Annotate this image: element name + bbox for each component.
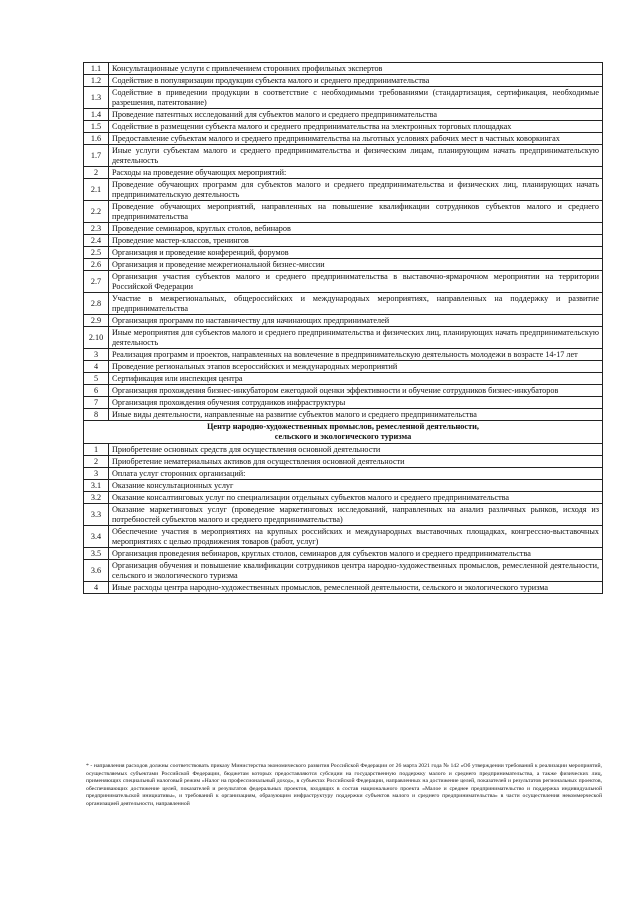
table-row — [84, 349, 603, 361]
row-description: Приобретение нематериальных активов для осуществления основной деятельности — [109, 456, 603, 468]
row-number: 2.8 — [84, 293, 109, 315]
row-number: 1.3 — [84, 87, 109, 109]
table-row — [84, 548, 603, 560]
table-row — [84, 315, 603, 327]
row-number: 1 — [84, 444, 109, 456]
table-row — [84, 526, 603, 548]
row-number: 2.5 — [84, 247, 109, 259]
section-heading-line-1: Центр народно-художественных промыслов, ремесленной деятельности, — [206, 422, 480, 431]
row-number: 2.4 — [84, 235, 109, 247]
row-number: 6 — [84, 385, 109, 397]
row-number: 8 — [84, 409, 109, 421]
table-row — [84, 145, 603, 167]
row-description: Расходы на проведение обучающих мероприятий: — [109, 167, 603, 179]
table-row — [84, 409, 603, 421]
row-number: 1.1 — [84, 63, 109, 75]
row-number: 7 — [84, 397, 109, 409]
table-row — [84, 247, 603, 259]
table-row — [84, 63, 603, 75]
table-row — [84, 109, 603, 121]
document-page — [83, 62, 603, 594]
row-description: Проведение семинаров, круглых столов, вебинаров — [109, 223, 603, 235]
footnote: * - направления расходов должны соответствовать приказу Министерства экономического развития Российской Федерации от 26 марта 2021 года № 142 «Об утверждении требований к реализации мероприятий, осуществляемых субъектами Российской Федерации, бюджетам которых предоставляются субсидии на государственную поддержку малого и среднего предпринимательства, а также физических лиц, применяющих специальный налоговый режим «Налог на профессиональный доход», в субъектах Российской Федерации, направленных на достижение целей, показателей и результатов региональных проектов, обеспечивающих достижение целей, показателей и результатов федеральных проектов, входящих в состав национального проекта «Малое и среднее предпринимательство и поддержка индивидуальной предпринимательской инициативы», и требований к организациям, образующим инфраструктуру поддержки субъектов малого и среднего предпринимательства» в части осуществления некоммерческой организацией деятельности, направленной — [86, 763, 602, 807]
row-description: Реализация программ и проектов, направленных на вовлечение в предпринимательскую деятельность молодежи в возрасте 14-17 лет — [109, 349, 603, 361]
table-row — [84, 121, 603, 133]
table-row — [84, 456, 603, 468]
table-row — [84, 504, 603, 526]
row-description: Обеспечение участия в мероприятиях на крупных российских и международных выставочных площадках, конгрессно-выставочных мероприятиях с целью продвижения товаров (работ, услуг) — [109, 526, 603, 548]
row-description: Содействие в приведении продукции в соответствие с необходимыми требованиями (стандартизация, сертификация, необходимые разрешения, патентование) — [109, 87, 603, 109]
section-heading-row — [84, 421, 603, 444]
row-number: 3 — [84, 468, 109, 480]
row-description: Содействие в популяризации продукции субъекта малого и среднего предпринимательства — [109, 75, 603, 87]
table-row — [84, 133, 603, 145]
table-row — [84, 560, 603, 582]
row-number: 5 — [84, 373, 109, 385]
table-row — [84, 201, 603, 223]
row-description: Проведение обучающих мероприятий, направленных на повышение квалификации сотрудников субъектов малого и среднего предпринимательства — [109, 201, 603, 223]
row-description: Проведение мастер-классов, тренингов — [109, 235, 603, 247]
row-description: Приобретение основных средств для осуществления основной деятельности — [109, 444, 603, 456]
row-number: 2.2 — [84, 201, 109, 223]
row-description: Иные мероприятия для субъектов малого и среднего предпринимательства и физических лиц, планирующих начать предпринимательскую деятельность — [109, 327, 603, 349]
table-row — [84, 361, 603, 373]
row-description: Организация и проведение конференций, форумов — [109, 247, 603, 259]
table-row — [84, 492, 603, 504]
row-description: Организация программ по наставничеству для начинающих предпринимателей — [109, 315, 603, 327]
row-number: 2.9 — [84, 315, 109, 327]
table-row — [84, 444, 603, 456]
row-number: 2.1 — [84, 179, 109, 201]
table-row — [84, 480, 603, 492]
table-row — [84, 373, 603, 385]
table-row — [84, 327, 603, 349]
row-description: Организация прохождения бизнес-инкубатором ежегодной оценки эффективности и обучение сотрудников бизнес-инкубаторов — [109, 385, 603, 397]
row-description: Оплата услуг сторонних организаций: — [109, 468, 603, 480]
table-row — [84, 223, 603, 235]
table-row — [84, 468, 603, 480]
row-number: 2 — [84, 167, 109, 179]
table-row — [84, 385, 603, 397]
row-description: Организация участия субъектов малого и среднего предпринимательства в выставочно-ярмарочном мероприятии на территории Российской Федерации — [109, 271, 603, 293]
row-number: 2.10 — [84, 327, 109, 349]
table-row — [84, 259, 603, 271]
row-description: Консультационные услуги с привлечением сторонних профильных экспертов — [109, 63, 603, 75]
table-row — [84, 179, 603, 201]
section-heading-line-2: сельского и экологического туризма — [274, 432, 412, 442]
row-number: 1.2 — [84, 75, 109, 87]
row-number: 4 — [84, 582, 109, 594]
table-row — [84, 235, 603, 247]
section-heading-group — [84, 421, 603, 444]
table-row — [84, 293, 603, 315]
row-description: Иные расходы центра народно-художественных промыслов, ремесленной деятельности, сельского и экологического туризма — [109, 582, 603, 594]
row-description: Иные виды деятельности, направленные на развитие субъектов малого и среднего предпринимательства — [109, 409, 603, 421]
table-row — [84, 75, 603, 87]
table-row — [84, 582, 603, 594]
table-row — [84, 397, 603, 409]
row-number: 2 — [84, 456, 109, 468]
row-number: 3.3 — [84, 504, 109, 526]
row-number: 2.6 — [84, 259, 109, 271]
row-description: Проведение региональных этапов всероссийских и международных мероприятий — [109, 361, 603, 373]
table-part-1 — [84, 63, 603, 421]
section-heading — [84, 421, 603, 444]
table-row — [84, 167, 603, 179]
row-description: Содействие в размещении субъекта малого и среднего предпринимательства на электронных торговых площадках — [109, 121, 603, 133]
row-description: Оказание консалтинговых услуг по специализации отдельных субъектов малого и среднего предпринимательства — [109, 492, 603, 504]
table-part-2 — [84, 444, 603, 594]
row-description: Организация проведения вебинаров, круглых столов, семинаров для субъектов малого и среднего предпринимательства — [109, 548, 603, 560]
table-row — [84, 87, 603, 109]
row-description: Оказание консультационных услуг — [109, 480, 603, 492]
row-number: 3.5 — [84, 548, 109, 560]
row-description: Иные услуги субъектам малого и среднего предпринимательства и физическим лицам, планирующим начать предпринимательскую деятельность — [109, 145, 603, 167]
row-number: 3 — [84, 349, 109, 361]
row-description: Сертификация или инспекция центра — [109, 373, 603, 385]
row-description: Организация обучения и повышение квалификации сотрудников центра народно-художественных промыслов, ремесленной деятельности, сельского и экологического туризма — [109, 560, 603, 582]
row-description: Предоставление субъектам малого и среднего предпринимательства на льготных условиях рабочих мест в частных коворкингах — [109, 133, 603, 145]
row-number: 1.5 — [84, 121, 109, 133]
row-description: Участие в межрегиональных, общероссийских и международных мероприятиях, направленных на поддержку и развитие предпринимательства — [109, 293, 603, 315]
row-number: 2.3 — [84, 223, 109, 235]
row-description: Проведение патентных исследований для субъектов малого и среднего предпринимательства — [109, 109, 603, 121]
table-row — [84, 271, 603, 293]
row-number: 4 — [84, 361, 109, 373]
row-number: 2.7 — [84, 271, 109, 293]
row-number: 3.4 — [84, 526, 109, 548]
row-number: 3.1 — [84, 480, 109, 492]
row-description: Оказание маркетинговых услуг (проведение маркетинговых исследований, направленных на анализ различных рынков, исходя из потребностей субъектов малого и среднего предпринимательства) — [109, 504, 603, 526]
row-number: 3.2 — [84, 492, 109, 504]
row-description: Организация прохождения обучения сотрудников инфраструктуры — [109, 397, 603, 409]
row-number: 1.6 — [84, 133, 109, 145]
row-number: 3.6 — [84, 560, 109, 582]
row-number: 1.7 — [84, 145, 109, 167]
row-number: 1.4 — [84, 109, 109, 121]
row-description: Организация и проведение межрегиональной бизнес-миссии — [109, 259, 603, 271]
expense-table — [83, 62, 603, 594]
row-description: Проведение обучающих программ для субъектов малого и среднего предпринимательства и физических лиц, планирующих начать предпринимательскую деятельность — [109, 179, 603, 201]
